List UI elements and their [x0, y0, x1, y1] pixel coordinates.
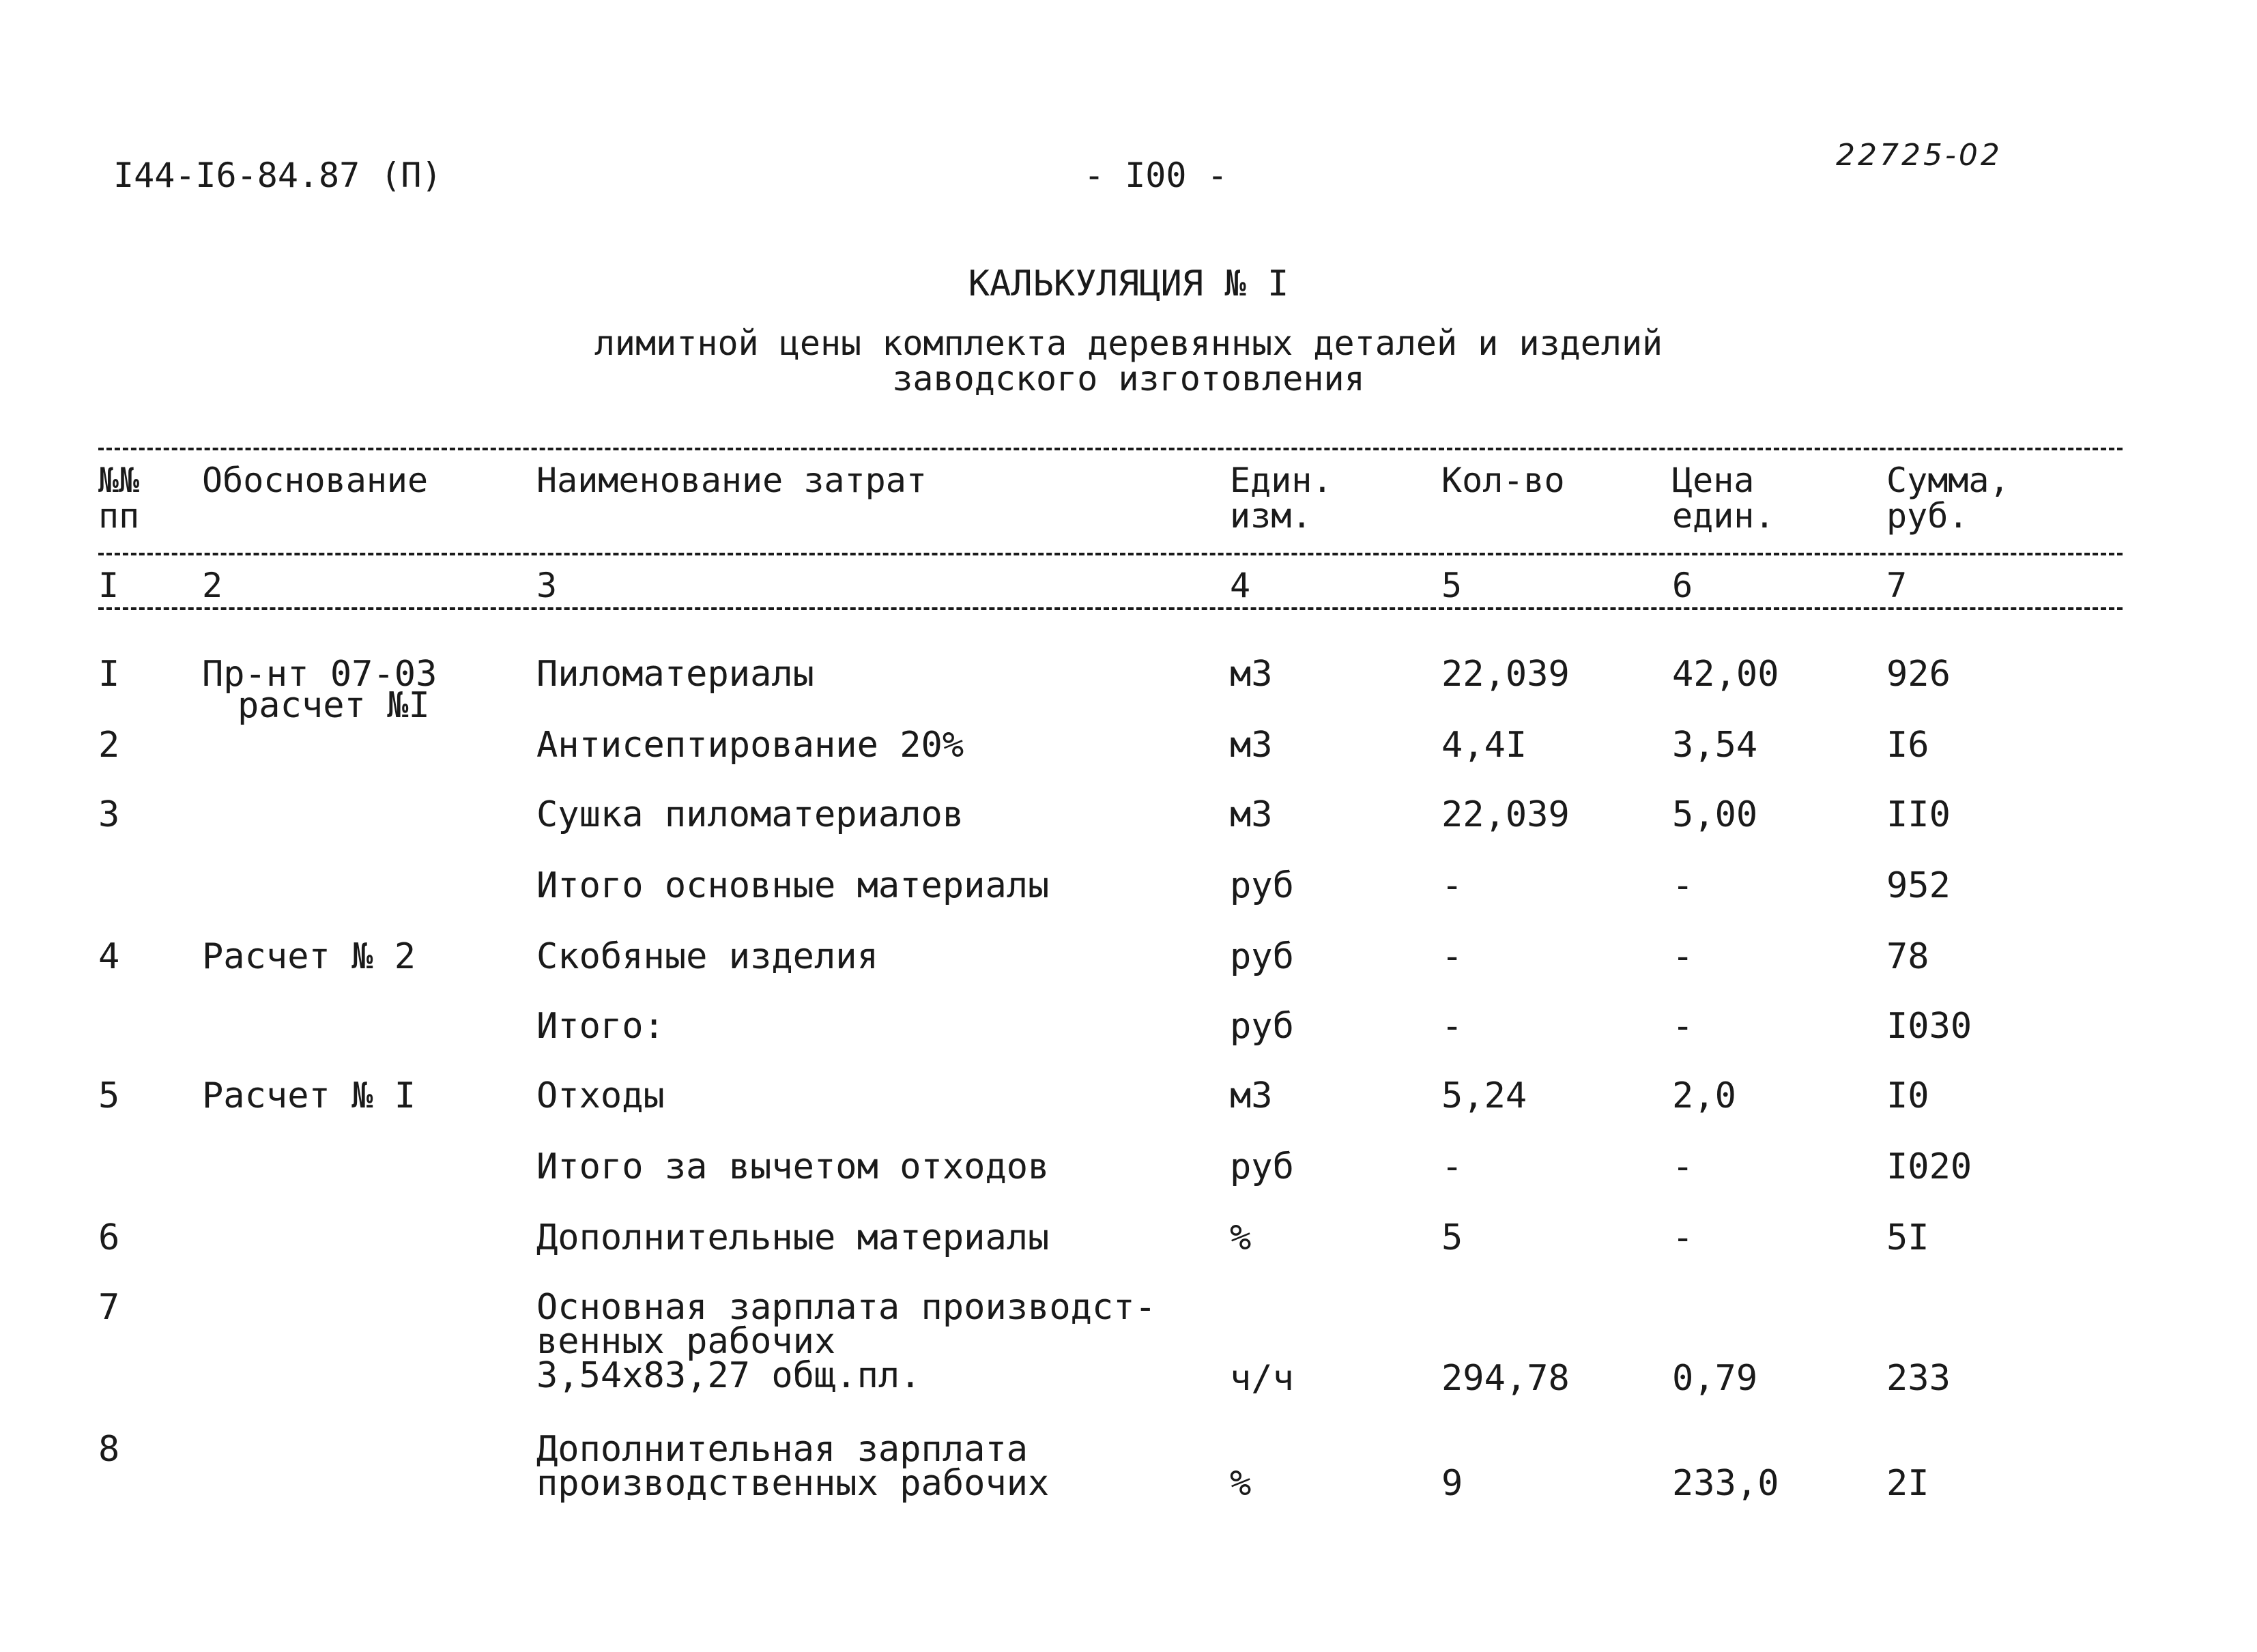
row-number: 5 [98, 1075, 120, 1116]
row-unit: м3 [1230, 794, 1273, 835]
row-sum: 952 [1886, 865, 1951, 906]
row-sum: I0 [1886, 1075, 1929, 1116]
row-basis: Пр-нт 07-03 [202, 654, 437, 695]
row-quantity: 294,78 [1441, 1358, 1570, 1399]
header-basis: Обоснование [202, 461, 429, 500]
document-subtitle-line2: заводского изготовления [892, 359, 1365, 398]
column-number: 4 [1230, 566, 1251, 605]
row-unit: руб [1230, 936, 1294, 977]
row-unit-price: 233,0 [1672, 1463, 1779, 1504]
row-number: 8 [98, 1429, 120, 1470]
row-quantity: - [1441, 1006, 1463, 1047]
row-unit-price: 2,0 [1672, 1075, 1736, 1116]
row-sum: 233 [1886, 1358, 1951, 1399]
row-cost-name: Отходы [536, 1075, 665, 1116]
row-cost-name: Скобяные изделия [536, 936, 878, 977]
row-cost-name: 3,54х83,27 общ.пл. [536, 1355, 921, 1396]
row-unit-price: 3,54 [1672, 725, 1758, 766]
row-unit: ч/ч [1230, 1358, 1294, 1399]
row-quantity: 4,4I [1441, 725, 1527, 766]
document-code: I44-I6-84.87 (П) [113, 156, 442, 195]
row-unit: % [1230, 1217, 1252, 1258]
document-subtitle-line1: лимитной цены комплекта деревянных деталей и изделий [594, 323, 1663, 363]
header-sum: Сумма, руб. [1886, 461, 2010, 536]
row-unit-price: 0,79 [1672, 1358, 1758, 1399]
header-num: №№ пп [98, 461, 140, 536]
row-unit-price: - [1672, 1217, 1694, 1258]
row-quantity: 5,24 [1441, 1075, 1527, 1116]
row-cost-name: Дополнительная зарплата [536, 1429, 1029, 1470]
column-number: I [98, 566, 119, 605]
row-sum: 926 [1886, 654, 1951, 695]
row-unit: руб [1230, 865, 1294, 906]
row-unit-price: 5,00 [1672, 794, 1758, 835]
row-unit: м3 [1230, 725, 1273, 766]
row-cost-name: Дополнительные материалы [536, 1217, 1050, 1258]
row-cost-name: производственных рабочих [536, 1463, 1050, 1504]
header-name: Наименование затрат [536, 461, 927, 500]
row-unit: % [1230, 1463, 1252, 1504]
row-quantity: - [1441, 1146, 1463, 1187]
row-quantity: - [1441, 865, 1463, 906]
row-number: 4 [98, 936, 120, 977]
column-number: 5 [1441, 566, 1463, 605]
row-quantity: 22,039 [1441, 654, 1570, 695]
row-quantity: 5 [1441, 1217, 1463, 1258]
row-unit: м3 [1230, 654, 1273, 695]
row-cost-name: Пиломатериалы [536, 654, 814, 695]
row-unit: руб [1230, 1146, 1294, 1187]
row-number: 2 [98, 725, 120, 766]
document-title: КАЛЬКУЛЯЦИЯ № I [968, 263, 1289, 304]
column-number: 3 [536, 566, 558, 605]
row-number: I [98, 654, 120, 695]
row-cost-name: Итого за вычетом отходов [536, 1146, 1050, 1187]
column-number-rule [98, 607, 2123, 610]
row-cost-name: Сушка пиломатериалов [536, 794, 964, 835]
row-unit-price: - [1672, 936, 1694, 977]
row-unit-price: - [1672, 865, 1694, 906]
column-number: 2 [202, 566, 223, 605]
row-cost-name: Итого: [536, 1006, 665, 1047]
row-cost-name: Итого основные материалы [536, 865, 1050, 906]
row-sum: 5I [1886, 1217, 1929, 1258]
column-number: 7 [1886, 566, 1908, 605]
row-cost-name: Основная зарплата производст- [536, 1287, 1156, 1328]
header-unit: Един. изм. [1230, 461, 1333, 536]
row-unit-price: - [1672, 1006, 1694, 1047]
header-qty: Кол-во [1441, 461, 1565, 500]
row-unit: м3 [1230, 1075, 1273, 1116]
row-basis: Расчет № 2 [202, 936, 416, 977]
row-sum: 2I [1886, 1463, 1929, 1504]
header-bottom-rule [98, 553, 2123, 555]
header-price: Цена един. [1672, 461, 1775, 536]
row-quantity: 22,039 [1441, 794, 1570, 835]
row-unit: руб [1230, 1006, 1294, 1047]
row-unit-price: - [1672, 1146, 1694, 1187]
page-number: - I00 - [1084, 156, 1228, 195]
row-unit-price: 42,00 [1672, 654, 1779, 695]
row-sum: II0 [1886, 794, 1951, 835]
row-basis: Расчет № I [202, 1075, 416, 1116]
column-number: 6 [1672, 566, 1693, 605]
row-number: 3 [98, 794, 120, 835]
row-number: 7 [98, 1287, 120, 1328]
row-basis: расчет №I [238, 685, 430, 726]
row-sum: I030 [1886, 1006, 1972, 1047]
table-top-rule [98, 448, 2123, 450]
row-quantity: 9 [1441, 1463, 1463, 1504]
row-quantity: - [1441, 936, 1463, 977]
handwritten-stamp: 22725-02 [1836, 138, 2002, 173]
row-cost-name: Антисептирование 20% [536, 725, 964, 766]
row-sum: 78 [1886, 936, 1929, 977]
row-sum: I020 [1886, 1146, 1972, 1187]
row-sum: I6 [1886, 725, 1929, 766]
row-number: 6 [98, 1217, 120, 1258]
row-cost-name: венных рабочих [536, 1321, 836, 1362]
